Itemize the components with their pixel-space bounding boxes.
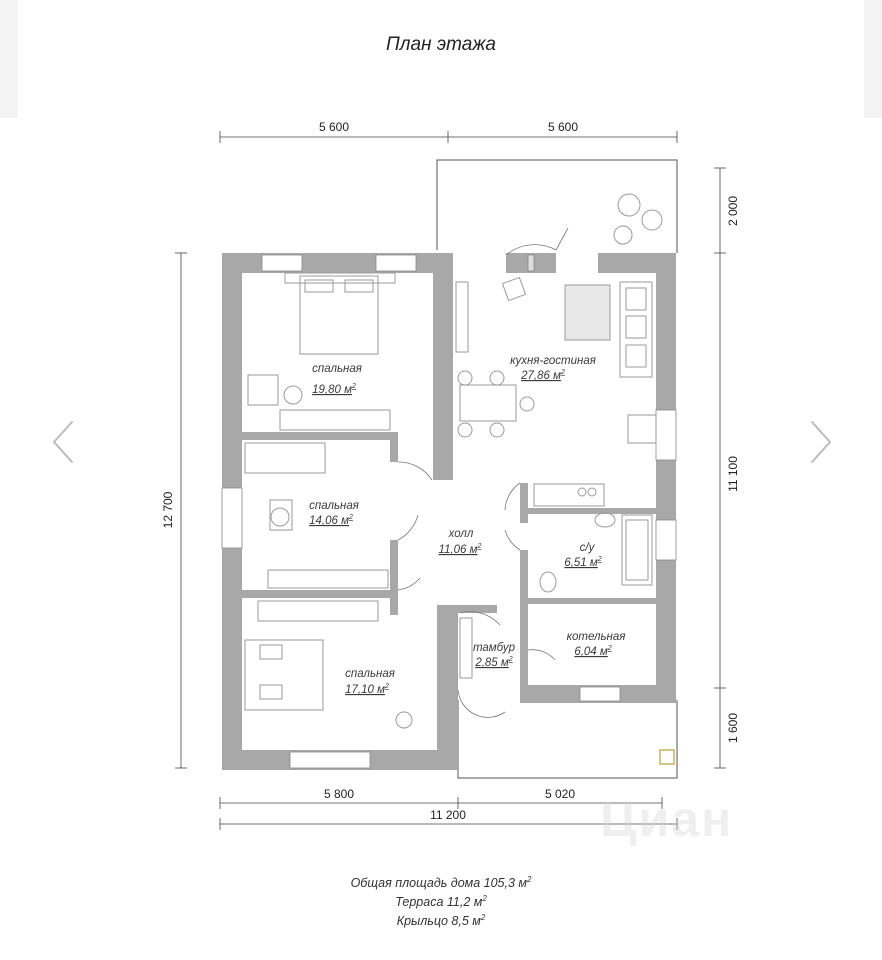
room-name-bedroom-3: спальная — [345, 668, 395, 680]
room-name-kitchen-living: кухня-гостиная — [510, 355, 596, 367]
chevron-right-icon[interactable] — [800, 418, 840, 466]
dim-bottom-right: 5 020 — [544, 787, 576, 801]
room-area-hall: 11,06 $м^2$ — [438, 543, 482, 556]
room-area-vestibule: 2,85 $м^2$ — [475, 656, 513, 669]
summary-terrace: Терраса 11,2 $м^2$ — [395, 894, 487, 910]
room-name-bedroom-1: спальная — [312, 363, 362, 375]
summary-total-area: Общая площадь дома 105,3 $м^2$ — [350, 875, 532, 891]
watermark-logo: Циан — [600, 791, 734, 847]
dim-left: 12 700 — [161, 491, 175, 529]
room-area-boiler: 6,04 $м^2$ — [574, 645, 612, 658]
stair-mark — [660, 750, 674, 764]
dim-right-bottom: 1 600 — [726, 712, 740, 744]
room-area-bedroom-2: 14,06 $м^2$ — [309, 514, 353, 527]
area-summary — [0, 872, 882, 929]
room-name-bedroom-2: спальная — [309, 500, 359, 512]
room-area-bedroom-1: 19,80 $м^2$ — [312, 383, 356, 396]
summary-porch: Крыльцо 8,5 $м^2$ — [396, 913, 486, 929]
dim-bottom-total: 11 200 — [430, 808, 466, 822]
dim-right-top: 2 000 — [726, 195, 740, 227]
room-area-bathroom: 6,51 $м^2$ — [564, 556, 602, 569]
plan-title: План этажа — [386, 34, 496, 55]
room-name-hall: холл — [448, 528, 474, 540]
dim-top-left: 5 600 — [318, 120, 350, 134]
dim-bottom-left: 5 800 — [323, 787, 355, 801]
dim-top-right: 5 600 — [547, 120, 579, 134]
room-name-boiler: котельная — [566, 631, 626, 643]
room-area-kitchen-living: 27,86 $м^2$ — [521, 369, 565, 382]
room-area-bedroom-3: 17,10 $м^2$ — [345, 683, 389, 696]
chevron-left-icon[interactable] — [44, 418, 84, 466]
dim-right-middle: 11 100 — [726, 456, 740, 492]
room-name-bathroom: с/у — [579, 542, 595, 554]
room-name-vestibule: тамбур — [472, 642, 516, 654]
